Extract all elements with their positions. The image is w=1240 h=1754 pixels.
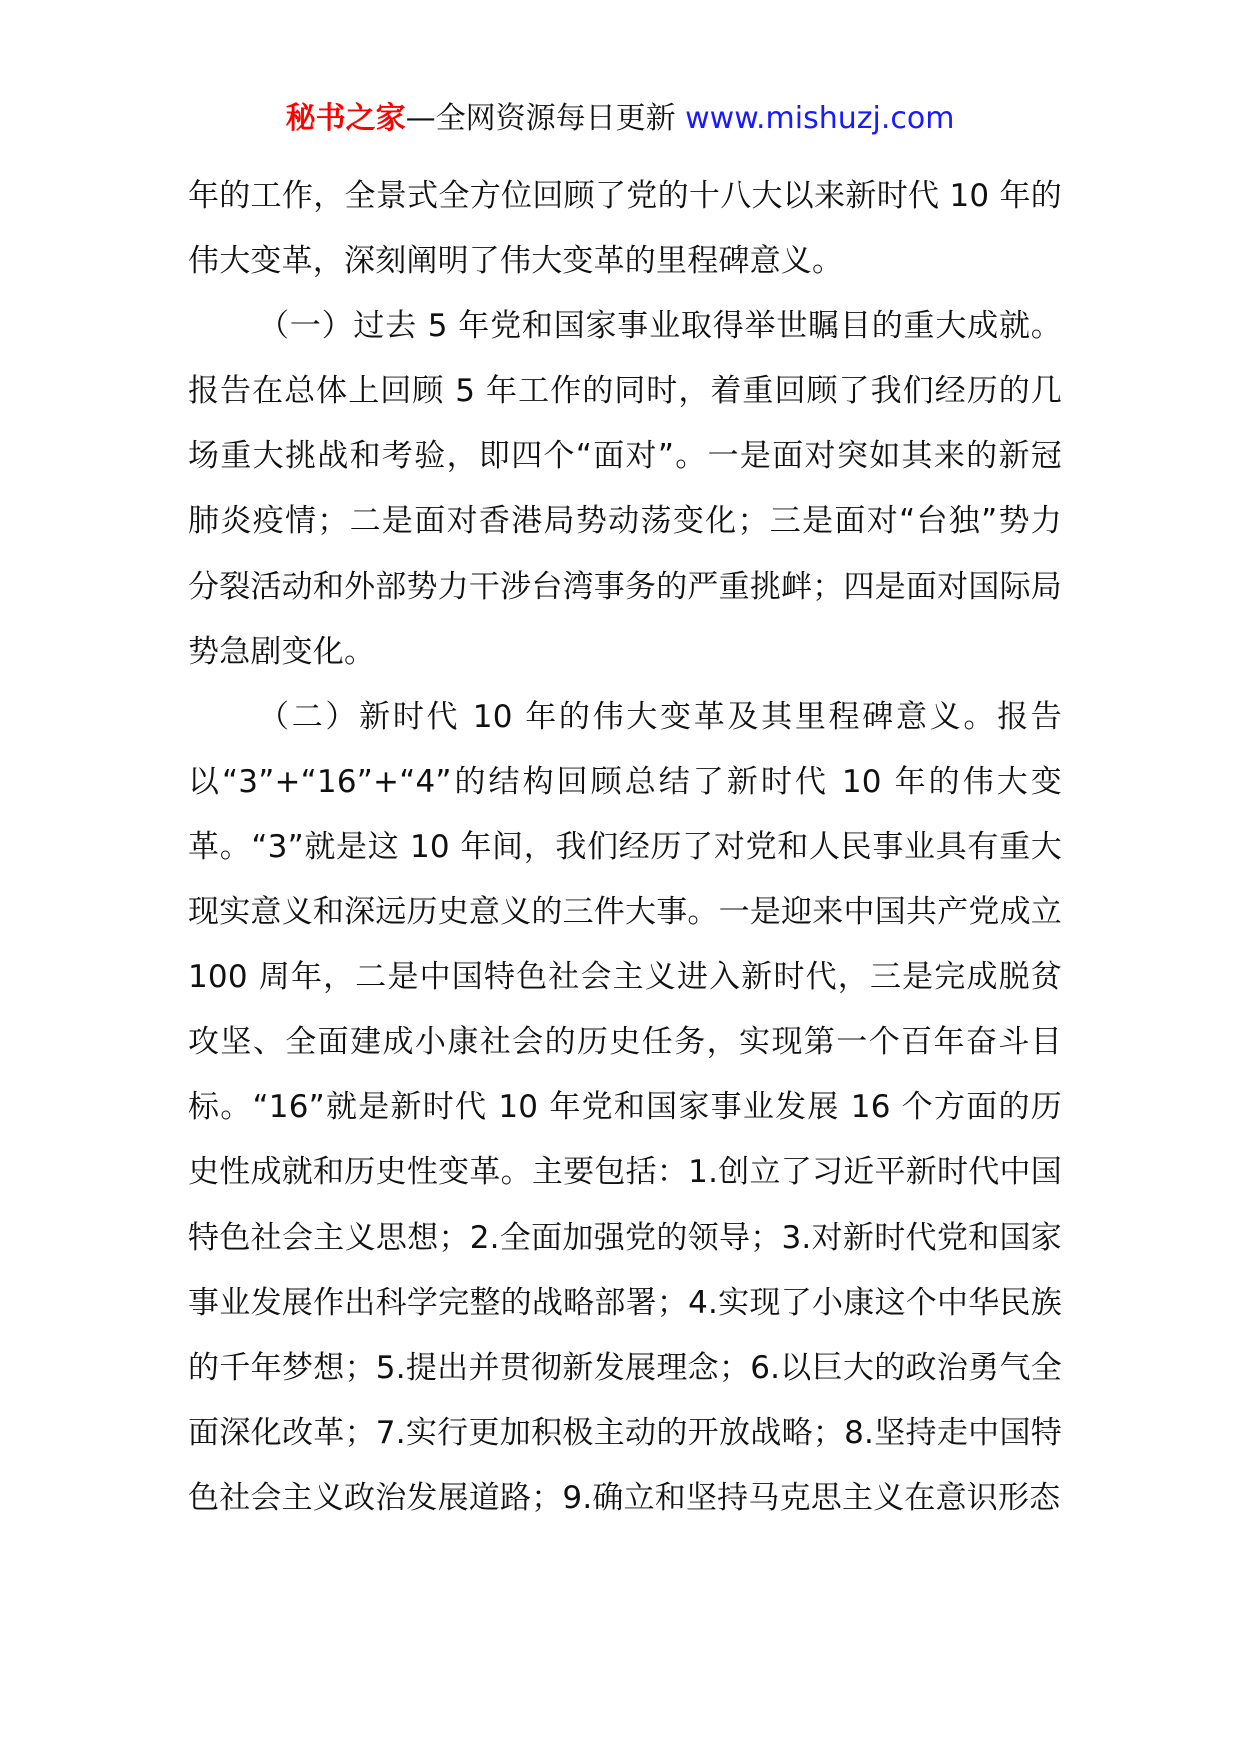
- header-tagline: —全网资源每日更新: [405, 101, 676, 136]
- paragraph-continuation: 年的工作，全景式全方位回顾了党的十八大以来新时代 10 年的伟大变革，深刻阐明了伟大变革的里程碑意义。: [188, 178, 1062, 280]
- page-header: [0, 98, 1240, 140]
- paragraph-section-one: （一）过去 5 年党和国家事业取得举世瞩目的重大成就。报告在总体上回顾 5 年工作的同时，着重回顾了我们经历的几场重大挑战和考验，即四个“面对”。一是面对突如其来的新冠肺炎疫情；二是面对香港局势动荡变化；三是面对“台独”势力分裂活动和外部势力干涉台湾事务的严重挑衅；四是面对国际局势急剧变化。: [188, 308, 1062, 670]
- paragraph-section-two: （二）新时代 10 年的伟大变革及其里程碑意义。报告以“3”+“16”+“4”的结构回顾总结了新时代 10 年的伟大变革。“3”就是这 10 年间，我们经历了对党和人民事业具有重大现实意义和深远历史意义的三件大事。一是迎来中国共产党成立 100 周年，二是中国特色社会主义进入新时代，三是完成脱贫攻坚、全面建成小康社会的历史任务，实现第一个百年奋斗目标。“16”就是新时代 10 年党和国家事业发展 16 个方面的历史性成就和历史性变革。主要包括：1.创立了习近平新时代中国特色社会主义思想；2.全面加强党的领导；3.对新时代党和国家事业发展作出科学完整的战略部署；4.实现了小康这个中华民族的千年梦想；5.提出并贯彻新发展理念；6.以巨大的政治勇气全面深化改革；7.实行更加积极主动的开放战略；8.坚持走中国特色社会主义政治发展道路；9.确立和坚持马克思主义在意识形态: [188, 698, 1062, 1516]
- brand-name: 秘书之家: [285, 101, 406, 136]
- document-body: [188, 164, 1062, 1531]
- website-link[interactable]: www.mishuzj.com: [685, 101, 955, 136]
